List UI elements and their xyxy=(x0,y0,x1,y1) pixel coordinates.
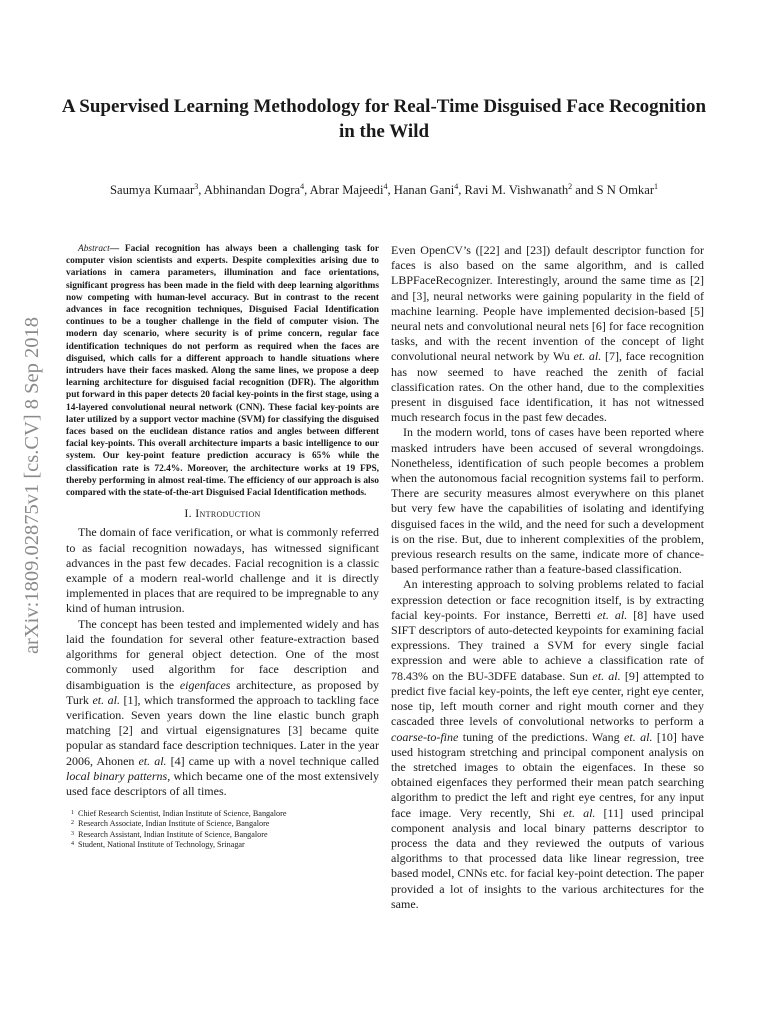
text-run: [9] attempted to predict five facial key-points, the left eye center, right eye center, nose tip, left mouth corner and right mouth corner and they cascaded three levels of convolutional networks to perform a xyxy=(391,668,704,729)
emphasis-text: et. al. xyxy=(592,668,621,683)
footnote-text: Chief Research Scientist, Indian Institute of Science, Bangalore xyxy=(78,809,287,819)
footnote-mark: 1 xyxy=(71,810,74,817)
intro-paragraph-1: The domain of face verification, or what is commonly referred to as facial recognition nowadays, has witnessed significant advances in the past few decades. Facial recognition is a classic example of a modern real-world challenge and it is directly implemented in places that are required to be impregnable to any kind of human intrusion. xyxy=(66,525,379,616)
left-column xyxy=(66,243,379,850)
author-affiliation-mark: 4 xyxy=(454,181,459,191)
text-run: Even OpenCV’s ([22] and [23]) default descriptor function for faces is also based on the same algorithm, and is called LBPFaceRecognizer. Interestingly, around the same time as [2] and [3], neural networks were gaining popularity in the field of machine learning. People have implemented decision-based [5] neural nets and convolutional neural nets [6] for face recognition tasks, and with the recent invention of the concept of light convolutional neural network by Wu xyxy=(391,243,704,364)
footnote-text: Student, National Institute of Technology, Srinagar xyxy=(78,840,245,850)
footnote xyxy=(66,809,379,819)
intro-paragraph-2 xyxy=(66,617,379,799)
author-affiliation-mark: 4 xyxy=(300,181,305,191)
emphasis-text: et. al. xyxy=(563,805,596,820)
author-name: Saumya Kumaar xyxy=(109,183,195,197)
text-run: architecture, as proposed by Turk xyxy=(66,677,379,707)
text-run: [11] used principal component analysis and local binary patterns descriptor to process the data and they reviewed the outputs of various algorithms to that processed data like linear regression, tree based model, CNNs etc. for facial key-point detection. The paper provided a lot of insights to the various architectures for the same. xyxy=(391,805,705,911)
text-run: , which became one of the most extensively used face descriptors of all times. xyxy=(66,768,379,798)
author-name: Ravi M. Vishwanath xyxy=(464,183,569,197)
author-affiliation-mark: 4 xyxy=(383,181,388,191)
abstract xyxy=(66,243,379,499)
emphasis-text: et. al. xyxy=(597,607,628,622)
author-affiliation-mark: 2 xyxy=(568,181,573,191)
text-run: [1], which transformed the approach to tackling face verification. Seven years down the line elastic bunch graph matching [2] and virtual eigensignatures [3] became quite popular as standard face description techniques. Later in the year 2006, Ahonen xyxy=(66,692,379,768)
text-run: The concept has been tested and implemented widely and has laid the foundation for several other feature-extraction based algorithms for general object detection. One of the most commonly used algorithm for face description and disambiguation is the xyxy=(66,616,379,692)
emphasis-text: et. al. xyxy=(624,729,653,744)
author-affiliation-mark: 3 xyxy=(194,181,199,191)
footnotes xyxy=(66,809,379,850)
text-run: [7], face recognition has now seemed to have reached the zenith of facial classification rates. On the other hand, due to the complexities present in disguised face identification, it has not witnessed much research focus in the past few decades. xyxy=(391,349,705,425)
footnote-mark: 4 xyxy=(71,841,74,848)
text-run: [8] have used SIFT descriptors of auto-detected keypoints for examining facial expressions. They trained a SVM for every single facial expression and were able to achieve a classification rate of 78.43% on the BU-3DFE database. Sun xyxy=(391,607,704,683)
author-list: Saumya Kumaar$^3$, Abhinandan Dogra$^4$, Abrar Majeedi$^4$, Hanan Gani$^4$, Ravi M. Vishwanath$^2$ and S N Omkar$^1$ xyxy=(109,181,659,197)
emphasis-text: eigenfaces xyxy=(179,677,231,692)
author-name: S N Omkar xyxy=(596,183,655,197)
abstract-separator: — xyxy=(109,244,125,254)
paper-title: A Supervised Learning Methodology for Real-Time Disguised Face Recognition in the Wild xyxy=(61,96,707,142)
footnote-mark: 3 xyxy=(71,830,74,837)
arxiv-identifier: arXiv:1809.02875v1 [cs.CV] 8 Sep 2018 xyxy=(21,316,44,654)
emphasis-text: et. al. xyxy=(92,692,120,707)
footnote-mark: 2 xyxy=(71,820,74,827)
right-paragraph-2: In the modern world, tons of cases have been reported where masked intruders have been accused of several wrongdoings. Nonetheless, identification of such people becomes a problem when the autonomous facial recognition systems fail to perform. There are security measures almost everywhere on this planet but very few have the capabilities of isolating and identifying disguised faces in the wild, and the need for such a development is on the rise. But, due to inherent complexities of the problem, previous research results on the same, indicate more of chance-based performance rather than a feature-based classification. xyxy=(391,425,704,577)
author-name: Hanan Gani xyxy=(393,183,455,197)
emphasis-text: et. al. xyxy=(138,753,167,768)
text-run: tuning of the predictions. Wang xyxy=(458,729,625,744)
author-name: Abrar Majeedi xyxy=(309,183,384,197)
emphasis-text: local binary patterns xyxy=(66,768,168,783)
right-column xyxy=(391,243,704,912)
footnote-text: Research Associate, Indian Institute of Science, Bangalore xyxy=(78,819,270,829)
text-run: [10] have used histogram stretching and principal component analysis on the stretched images to obtain the eigenfaces. In these so obtained eigenfaces they performed their mean patch searching algorithm to predict the left and right eye centres, for any input face image. Very recently, Shi xyxy=(391,729,704,820)
footnote xyxy=(66,830,379,840)
text-run: An interesting approach to solving problems related to facial expression detection or face recognition itself, is by extracting facial key-points. For instance, Berretti xyxy=(391,577,704,622)
author-affiliation-mark: 1 xyxy=(654,181,659,191)
right-paragraph-3 xyxy=(391,577,704,911)
section-heading-introduction: I. Introduction xyxy=(184,506,261,521)
abstract-label: Abstract xyxy=(78,244,110,254)
arxiv-sidebar xyxy=(18,280,48,690)
emphasis-text: coarse-to-fine xyxy=(391,729,459,744)
author-name: Abhinandan Dogra xyxy=(203,183,301,197)
text-run: [4] came up with a novel technique called xyxy=(166,753,379,768)
footnote-text: Research Assistant, Indian Institute of Science, Bangalore xyxy=(78,829,268,839)
right-paragraph-1 xyxy=(391,243,704,425)
footnote xyxy=(66,819,379,829)
emphasis-text: et. al. xyxy=(573,349,602,364)
footnote xyxy=(66,840,379,850)
abstract-text: Facial recognition has always been a challenging task for computer vision scientists and experts. Despite complexities arising due to variations in camera parameters, illumination and face orientations, significant progress has been made in the field with deep learning algorithms now competing with human-level accuracy. But in contrast to the recent advances in face recognition techniques, Disguised Facial Identification continues to be a tougher challenge in the field of computer vision. The modern day scenario, where security is of prime concern, regular face identification techniques do not perform as required when the faces are disguised, which calls for a different approach to handle situations where intruders have their faces masked. Along the same lines, we propose a deep learning architecture for disguised facial recognition (DFR). The algorithm put forward in this paper detects 20 facial key-points in the first stage, using a 14-layered convolutional neural network (CNN). These facial key-points are later utilized by a support vector machine (SVM) for classifying the disguised faces based on the euclidean distance ratios and angles between different facial key-points. This overall architecture imparts a basic intelligence to our system. Our key-point feature prediction accuracy is 65% while the classification rate is 72.4%. Moreover, the architecture works at 19 FPS, thereby performing in almost real-time. The efficiency of our approach is also compared with the state-of-the-art Disguised Facial Identification methods. xyxy=(66,244,379,499)
